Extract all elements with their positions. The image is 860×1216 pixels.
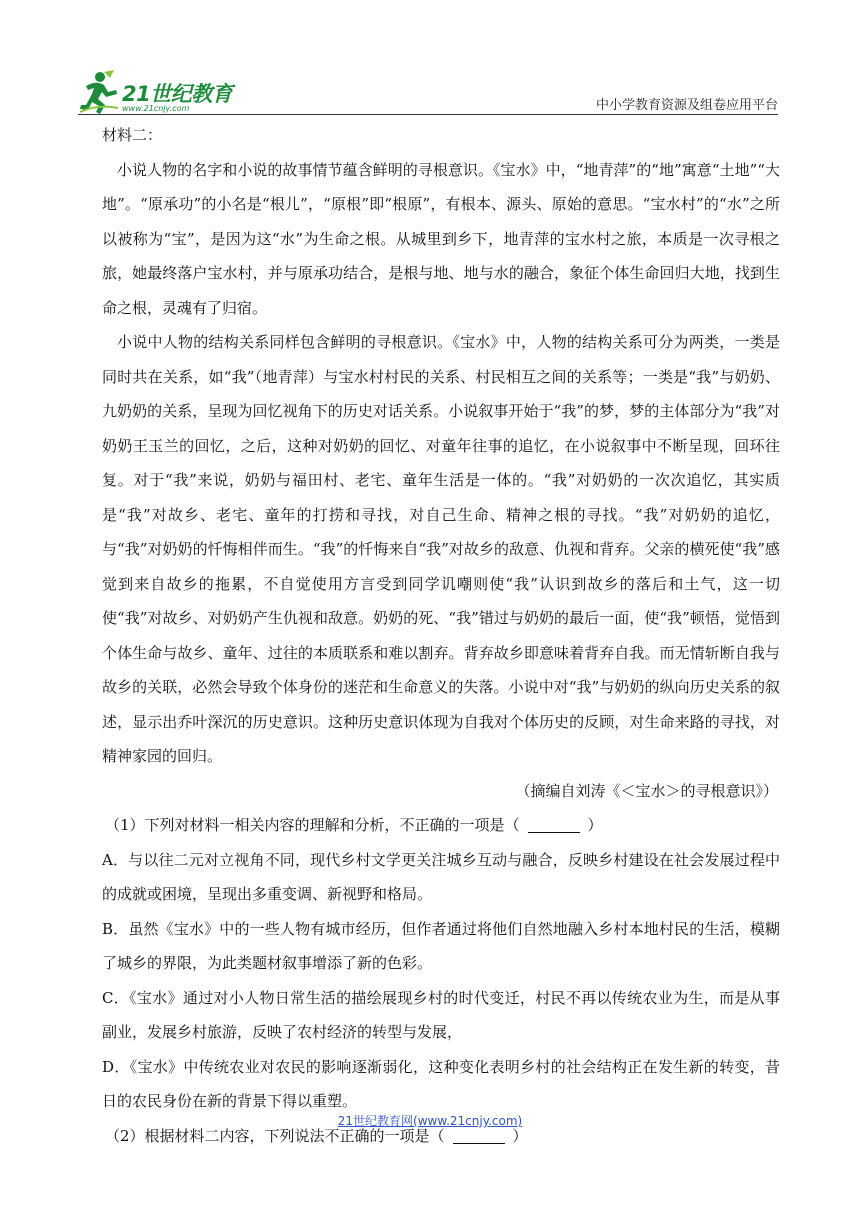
running-man-icon bbox=[78, 68, 122, 116]
option-a: A．与以往二元对立视角不同，现代乡村文学更关注城乡互动与融合，反映乡村建设在社会发展过程中的成就或困境，呈现出多重变调、新视野和格局。 bbox=[102, 850, 780, 903]
page-footer bbox=[0, 1112, 860, 1129]
logo-url: www.21cnjy.com bbox=[122, 104, 190, 113]
option-d: D．《宝水》中传统农业对农民的影响逐渐弱化，这种变化表明乡村的社会结构正在发生新的转变，昔日的农民身份在新的背景下得以重塑。 bbox=[102, 1057, 780, 1110]
platform-name: 中小学教育资源及组卷应用平台 bbox=[595, 98, 778, 113]
header-divider bbox=[78, 114, 778, 115]
answer-blank-1[interactable] bbox=[528, 816, 580, 833]
material-heading: 材料二： bbox=[102, 126, 163, 144]
material-paragraph-2: 小说中人物的结构关系同样包含鲜明的寻根意识。《宝水》中，人物的结构关系可分为两类，一类是同时共在关系，如“我”（地青萍）与宝水村村民的关系、村民相互之间的关系等；一类是“我”与奶奶、九奶奶的关系，呈现为回忆视角下的历史对话关系。小说叙事开始于“我”的梦，梦的主体部分为“我”对奶奶王玉兰的回忆，之后，这种对奶奶的回忆、对童年往事的追忆，在小说叙事中不断呈现，回环往复。对于“我”来说，奶奶与福田村、老宅、童年生活是一体的。“我”对奶奶的一次次追忆，其实质是“我”对故乡、老宅、童年的打捞和寻找，对自己生命、精神之根的寻找。“我”对奶奶的追忆，与“我”对奶奶的忏悔相伴而生。“我”的忏悔来自“我”对故乡的敌意、仇视和背弃。父亲的横死使“我”感觉到来自故乡的拖累，不自觉使用方言受到同学讥嘲则使“我”认识到故乡的落后和土气，这一切使“我”对故乡、对奶奶产生仇视和敌意。奶奶的死、“我”错过与奶奶的最后一面，使“我”顿悟，觉悟到个体生命与故乡、童年、过往的本质联系和难以割弃。背弃故乡即意味着背弃自我。而无情斩断自我与故乡的关联，必然会导致个体身份的迷茫和生命意义的失落。小说中对“我”与奶奶的纵向历史关系的叙述，显示出乔叶深沉的历史意识。这种历史意识体现为自我对个体历史的反顾，对生命来路的寻找，对精神家园的回归。 bbox=[102, 333, 780, 765]
source-citation: （摘编自刘涛《＜宝水＞的寻根意识》） bbox=[515, 781, 778, 800]
question-1-stem bbox=[102, 808, 780, 843]
option-c: C．《宝水》通过对小人物日常生活的描绘展现乡村的时代变迁，村民不再以传统农业为生，而是从事副业，发展乡村旅游，反映了农村经济的转型与发展， bbox=[102, 988, 780, 1041]
logo-text: 21世纪教育 bbox=[122, 82, 233, 106]
question-1-text: （1）下列对材料一相关内容的理解和分析，不正确的一项是（ bbox=[105, 816, 520, 834]
document-body bbox=[102, 118, 780, 1153]
question-2-close: ） bbox=[512, 1126, 528, 1145]
site-logo[interactable] bbox=[78, 68, 258, 116]
option-b: B．虽然《宝水》中的一些人物有城市经历，但作者通过将他们自然地融入乡村本地村民的生活，模糊了城乡的界限，为此类题材叙事增添了新的色彩。 bbox=[102, 919, 780, 972]
page-header bbox=[78, 62, 778, 118]
answer-blank-2[interactable] bbox=[453, 1127, 505, 1144]
footer-link[interactable]: 21世纪教育网(www.21cnjy.com) bbox=[337, 1114, 523, 1128]
material-paragraph-1: 小说人物的名字和小说的故事情节蕴含鲜明的寻根意识。《宝水》中，“地青萍”的“地”寓意“土地”“大地”。“原承功”的小名是“根儿”，“原根”即“根原”，有根本、源头、原始的意思。“宝水村”的“水”之所以被称为“宝”，是因为这“水”为生命之根。从城里到乡下，地青萍的宝水村之旅，本质是一次寻根之旅，她最终落户宝水村，并与原承功结合，是根与地、地与水的融合，象征个体生命回归大地，找到生命之根，灵魂有了归宿。 bbox=[102, 160, 780, 317]
question-2-text: （2）根据材料二内容，下列说法不正确的一项是（ bbox=[105, 1126, 445, 1145]
question-1-close: ） bbox=[587, 816, 603, 834]
